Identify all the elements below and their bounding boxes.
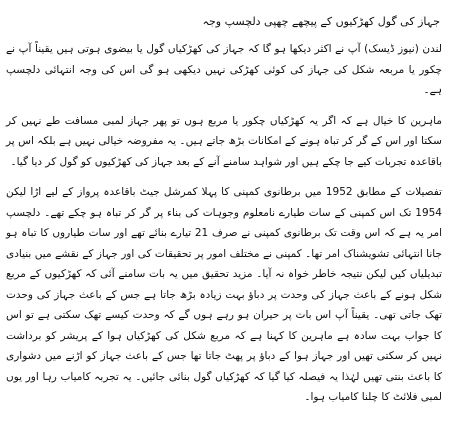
article-paragraph-details: تفصیلات کے مطابق 1952 میں برطانوی کمپنی کا پہلا کمرشل جیٹ باقاعدہ پرواز کے لیے اڑا لیکن 1954 تک اس کمپنی کے سات طیارے نامعلوم وجوہات کی بناء پر گر کر تباہ ہو چکے تھے۔ دلچسپ امر یہ ہے کہ اس وقت تک برطانوی کمپنی نے صرف 21 تیارے بنائے تھے اور سات طیاروں کا تباہ ہو جانا انتہائی تشویشناک امر تھا۔ کمپنی نے مختلف امور پر تحقیقات کی اور جہاز کے نقشے میں بنیادی تبدیلیاں کیں لیکن نتیجہ خاطر خواہ نہ آیا۔ مزید تحقیق میں یہ بات سامنے آئی کہ کھڑکیوں کے مربع شکل ہونے کے باعث جہاز کی وحدت پر دباؤ بہت زیادہ بڑھ جاتا ہے جس کے باعث جہاز کی وحدت تھک جاتی تھی۔ یقیناً آپ اس بات پر حیران ہو رہے ہوں گے کہ وحدت کیسے تھک سکتی ہے تو اس کا جواب بہت سادہ ہے ماہرین کا کہنا ہے کہ مربع شکل کی کھڑکیاں ہوا کے پریشر کو برداشت نہیں کر سکتی تھیں اور جہاز ہوا کے دباؤ پر پھٹ جاتا تھا جس کے باعث جہاز کو اڑنے میں دشواری کا باعث بنتی تھیں لہٰذا یہ فیصلہ کیا گیا کہ کھڑکیاں گول بنائی جائیں۔ یہ تجربہ کامیاب رہا اور یوں لمبی فلائٹ کا چلنا کامیاب ہوا۔ bbox=[6, 186, 442, 403]
article-title: جہاز کی گول کھڑکیوں کے پیچھے چھپی دلچسپ وجہ bbox=[202, 15, 440, 28]
article-paragraph-intro: لندن (نیوز ڈیسک) آپ نے اکثر دیکھا ہو گا کہ جہاز کی کھڑکیاں گول یا بیضوی ہوتی ہیں یقیناً آپ نے چکور یا مربعہ شکل کی جہاز کی کوئی کھڑکی نہیں دیکھی ہو گی اس کی وجہ انتہائی دلچسپ ہے۔ bbox=[6, 43, 442, 96]
article-paragraph-experts: ماہرین کا خیال ہے کہ اگر یہ کھڑکیاں چکور یا مربع ہوں تو پھر جہاز لمبی مسافت طے نہیں کر سکتا اور اس کے گر کر تباہ ہونے کے امکانات بڑھ جاتے ہیں۔ یہ مفروضہ خیالی نہیں ہے بلکہ اس پر باقاعدہ تجربات کیے جا چکے ہیں اور شواہد سامنے آنے کے بعد جہاز کی کھڑکیوں کو گول کر دیا گیا۔ bbox=[6, 114, 442, 168]
